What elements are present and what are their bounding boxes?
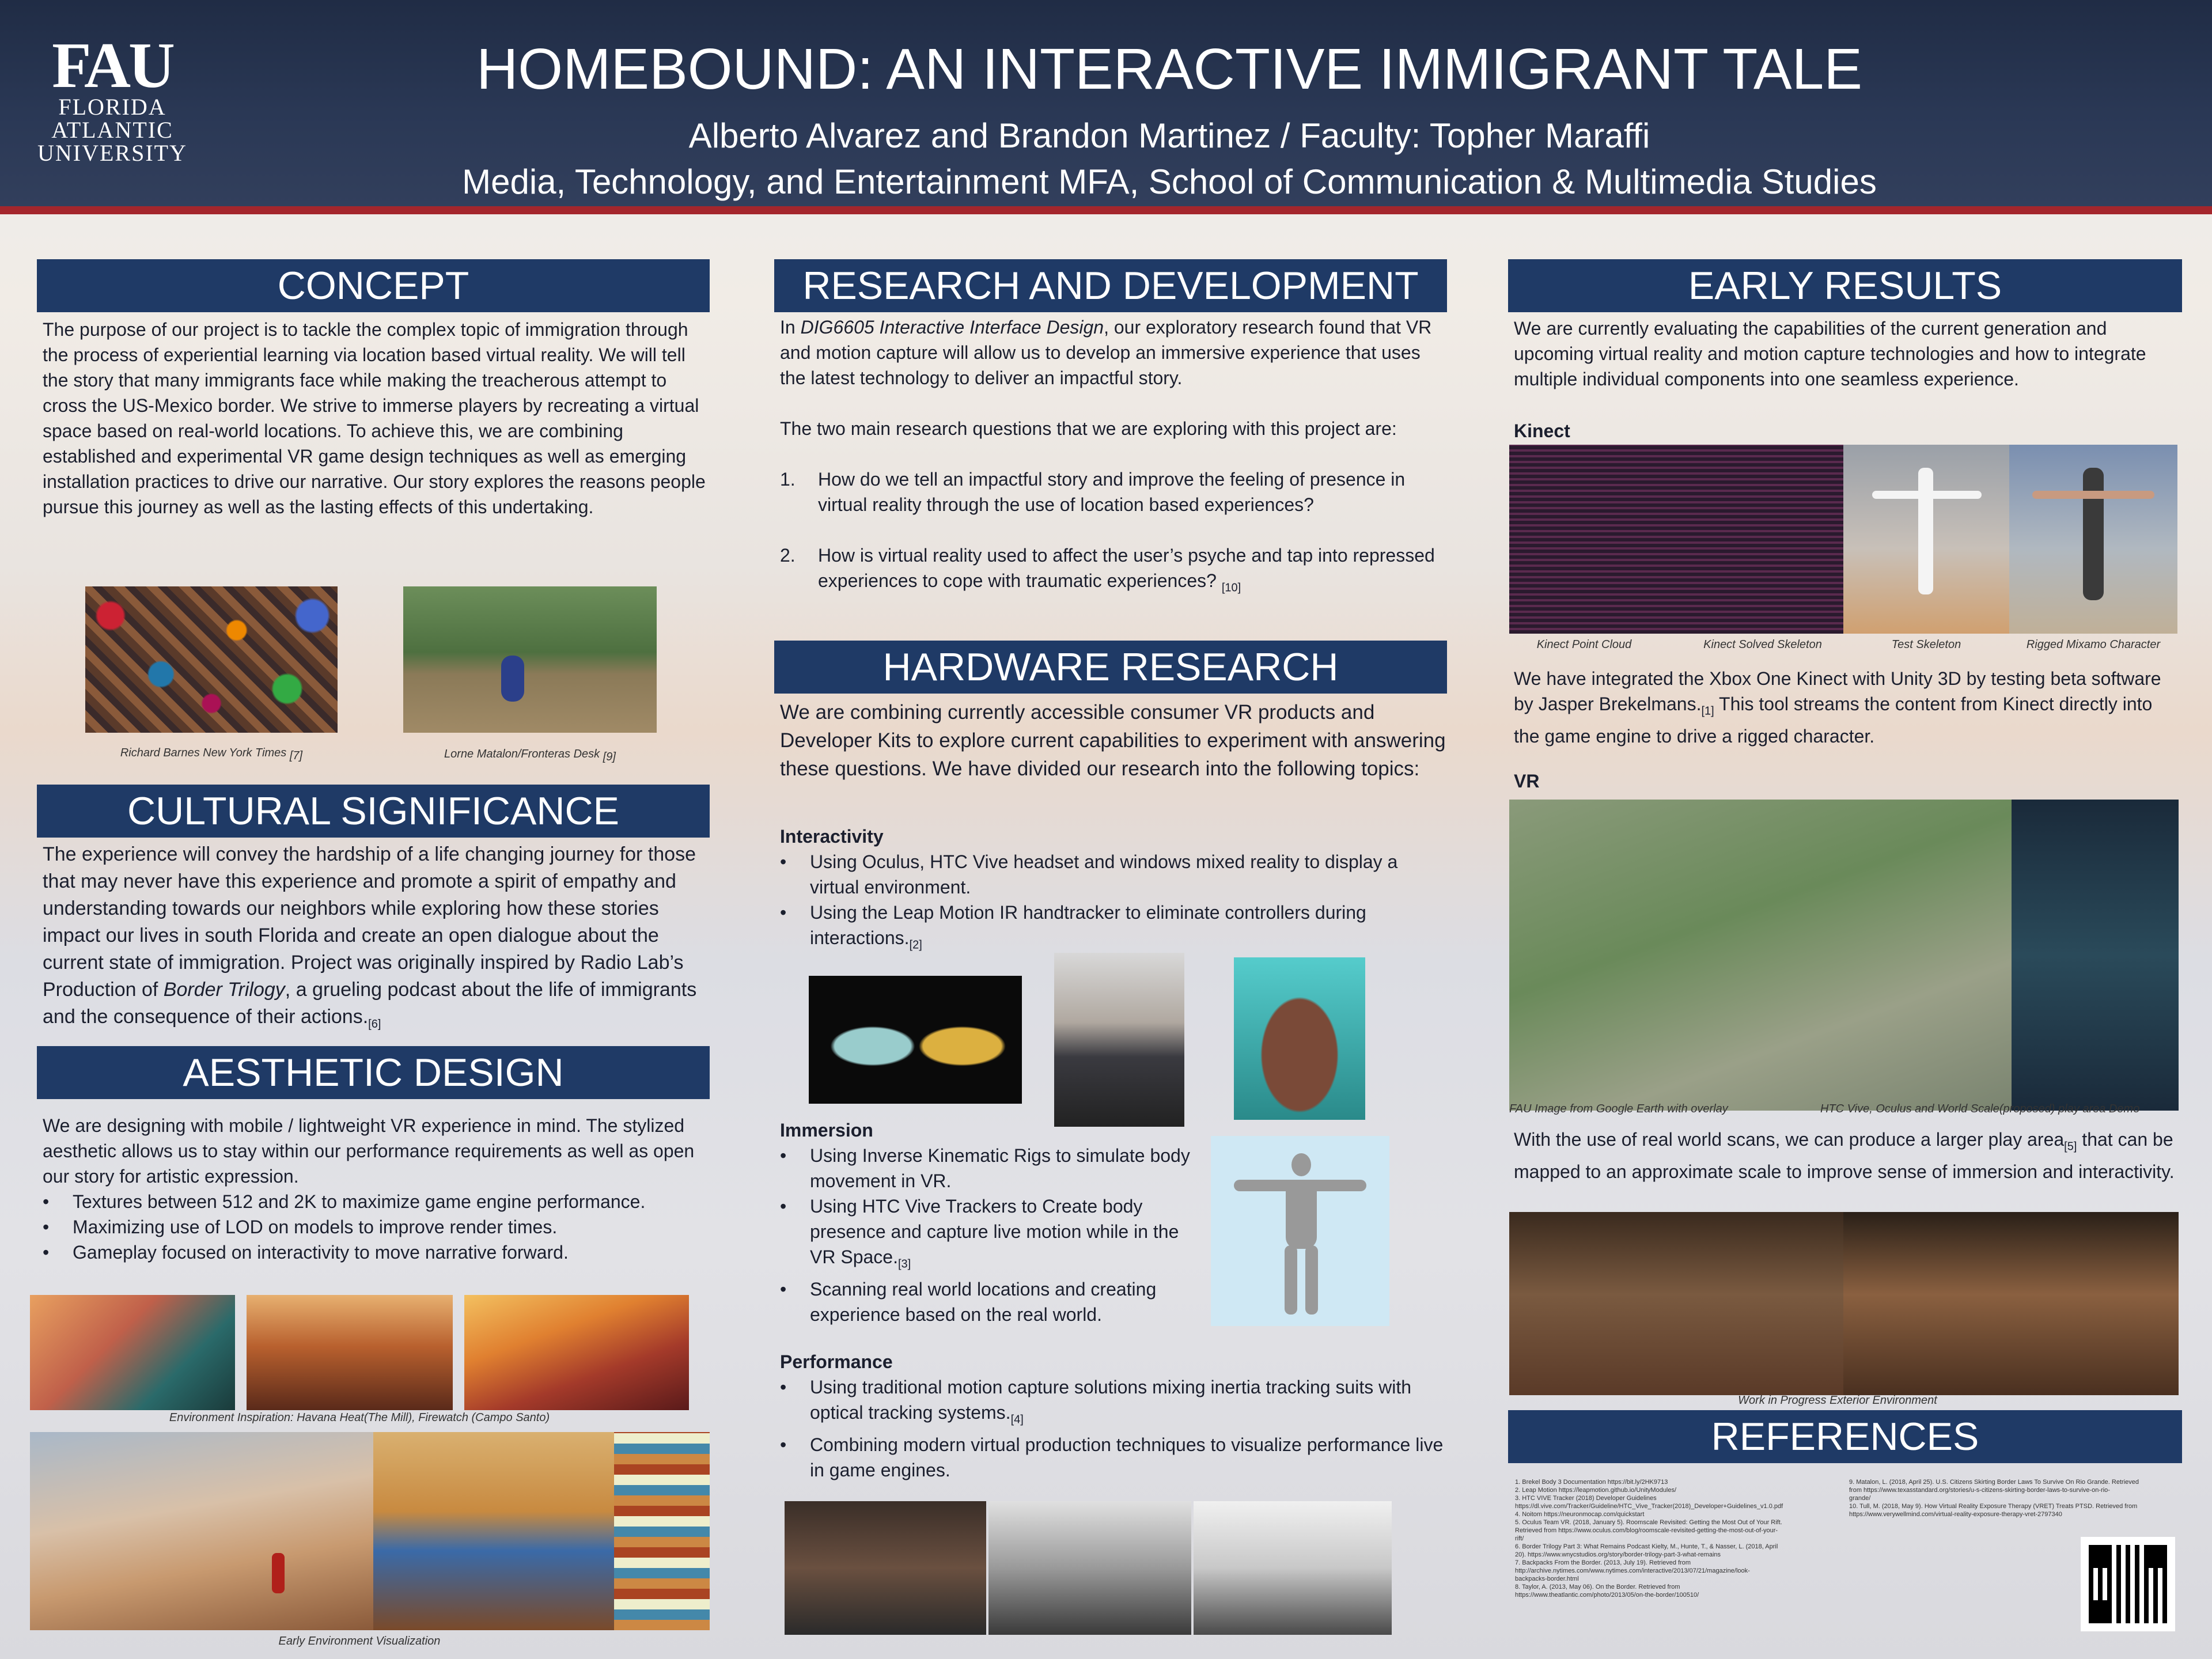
results-heading: EARLY RESULTS <box>1508 259 2182 312</box>
reference-line: 8. Taylor, A. (2013, May 06). On the Border. Retrieved from <box>1515 1584 1680 1590</box>
performance-bullet: • Combining modern virtual production techniques to visualize performance live in game engines. <box>780 1432 1448 1483</box>
kinect-body: We have integrated the Xbox One Kinect with Unity 3D by testing beta software by Jasper $Brekelmans._{[1]}$ This tool streams the content from Kinect directly into the game engine to drive a rigged character. <box>1514 668 2161 747</box>
qr-code[interactable] <box>2081 1537 2175 1631</box>
research-questions <box>780 467 1448 600</box>
wall-tiles-image <box>614 1432 710 1630</box>
cultural-body: The experience will convey the hardship of a life changing journey for those that may never have this experience and promote a spirit of empathy and understanding towards our neighbors while exploring how these stories impact our lives in south Florida and create an open dialogue about the current state of immigration. Project was originally inspired by Radio Lab’s Production of Border Trilogy, a grueling podcast about the life of immigrants and the consequence of their $actions._{[6]}$ <box>43 843 697 1031</box>
havana-heat-image <box>30 1295 235 1410</box>
vr-caption-1: FAU Image from Google Earth with overlay <box>1509 1103 1728 1115</box>
qr-pattern <box>2089 1545 2167 1623</box>
backpacks-caption: Richard Barnes New York Times [7] <box>120 747 303 762</box>
concept-heading: CONCEPT <box>37 259 710 312</box>
vr-headset-user-image <box>1054 953 1184 1127</box>
room-interior-image <box>247 1295 453 1410</box>
performance-list <box>780 1374 1448 1483</box>
vr-body: With the use of real world scans, we can produce a larger play area$_{[5]}$ that can be mapped to an approximate scale to improve sense of immersion and interactivity. <box>1514 1129 2175 1183</box>
play-area-demo-image <box>2012 800 2179 1111</box>
hiker-figure <box>272 1553 285 1593</box>
desert-dune-image <box>30 1432 373 1630</box>
exterior-environment-image-2 <box>1843 1212 2179 1395</box>
concept-body: The purpose of our project is to tackle the complex topic of immigration through the process of experiential learning via location based virtual reality. We will tell the story that many immigrants face while making the treacherous attempt to cross the US-Mexico border. We strive to immerse players by recreating a virtual space based on real-world locations. To achieve this, we are combining established and experimental VR game design techniques as well as emerging installation practices to drive our narrative. Our story explores the reasons people pursue this journey as well as the lasting effects of this undertaking. <box>43 319 706 517</box>
research-section <box>780 315 1448 626</box>
aesthetic-bullet: • Gameplay focused on interactivity to move narrative forward. <box>43 1240 711 1265</box>
reference-line: 9. Matalon, L. (2018, April 25). U.S. Citizens Skirting Border Laws To Survive On Rio Grande. Retrieved <box>1849 1479 2139 1486</box>
hardware-heading: HARDWARE RESEARCH <box>774 641 1447 694</box>
character-body <box>2083 468 2104 600</box>
reference-line: 5. Oculus Team VR. (2018, January 5). Roomscale Revisited: Getting the Most Out of Your Rift. <box>1515 1519 1782 1526</box>
reference-line: https://www.theatlantic.com/photo/2013/05/on-the-border/100510/ <box>1515 1592 1699 1599</box>
reference-line: 10. Tull, M. (2018, May 9). How Virtual Reality Exposure Therapy (VRET) Treats PTSD. Retrieved from <box>1849 1503 2138 1510</box>
research-question: 2. How is virtual reality used to affect the user’s psyche and tap into repressed experiences to cope with traumatic experiences? $_{[10]}$ <box>780 545 1435 594</box>
kinect-caption-1: Kinect Point Cloud <box>1536 638 1632 651</box>
exterior-environment-caption: Work in Progress Exterior Environment <box>1738 1394 1937 1407</box>
kitchen-interior-image <box>373 1432 614 1630</box>
vr-caption-2: HTC Vive, Oculus and World Scale(proposed) play area Demo <box>1820 1103 2140 1115</box>
cultural-heading: CULTURAL SIGNIFICANCE <box>37 785 710 838</box>
mocap-suit-image <box>785 1501 986 1635</box>
interactivity-list <box>780 849 1448 957</box>
reference-line: 4. Noitom https://neuronmocap.com/quickstart <box>1515 1511 1645 1518</box>
aesthetic-body: We are designing with mobile / lightweight VR experience in mind. The stylized aesthetic allows us to stay within our performance requirements as well as open our story for artistic expression. <box>43 1115 695 1187</box>
river-crossing-photo <box>403 586 657 733</box>
immersion-section <box>780 1118 1195 1327</box>
ik-rig-figure-image <box>1211 1136 1389 1326</box>
poster-program: Media, Technology, and Entertainment MFA, School of Communication & Multimedia Studies <box>462 162 1877 201</box>
reference-line: 20). https://www.wnycstudios.org/story/border-trilogy-part-3-what-remains <box>1515 1551 1721 1558</box>
backpacks-photo <box>85 586 338 733</box>
river-caption: Lorne Matalon/Fronteras Desk [9] <box>444 748 616 763</box>
logo-mark: FAU <box>52 30 173 101</box>
immersion-bullet: • Using HTC Vive Trackers to Create body presence and capture live motion while in the VR $Space._{[3]}$ <box>780 1194 1195 1277</box>
wmr-headset-user-image <box>1234 957 1365 1120</box>
research-questions-intro: The two main research questions that we are exploring with this project are: <box>780 418 1397 439</box>
research-intro: In DIG6605 Interactive Interface Design, our exploratory research found that VR and motion capture will allow us to develop an immersive experience that uses the latest technology to deliver an impactful story. <box>780 317 1432 388</box>
interactivity-bullet: • Using Oculus, HTC Vive headset and windows mixed reality to display a virtual environment. <box>780 849 1448 900</box>
interactivity-bullet: • Using the Leap Motion IR handtracker to eliminate controllers during $interactions._{[2]}$ <box>780 900 1448 957</box>
reference-line: http://archive.nytimes.com/www.nytimes.com/interactive/2013/07/21/magazine/look- <box>1515 1567 1750 1574</box>
aesthetic-bullet: • Maximizing use of LOD on models to improve render times. <box>43 1214 711 1240</box>
exterior-environment-image-1 <box>1509 1212 1843 1395</box>
logo-line-3: UNIVERSITY <box>37 140 187 166</box>
kinect-caption-3: Test Skeleton <box>1891 638 1961 651</box>
aesthetic-heading: AESTHETIC DESIGN <box>37 1046 710 1099</box>
logo-line-1: FLORIDA <box>58 94 166 120</box>
interactivity-title: Interactivity <box>780 826 884 847</box>
character-arms <box>2032 491 2154 499</box>
performance-title: Performance <box>780 1351 893 1372</box>
rig-head <box>1291 1153 1311 1176</box>
immersion-bullet: • Scanning real world locations and creating experience based on the real world. <box>780 1277 1195 1327</box>
interactivity-section <box>780 824 1448 957</box>
immersion-list <box>780 1143 1195 1327</box>
skeleton-arms <box>1872 491 1982 499</box>
skeleton-body <box>1918 468 1933 594</box>
reference-line: grande/ <box>1849 1495 1871 1502</box>
rig-right-leg <box>1305 1245 1318 1315</box>
research-heading: RESEARCH AND DEVELOPMENT <box>774 259 1447 312</box>
aesthetic-bullet: • Textures between 512 and 2K to maximize game engine performance. <box>43 1189 711 1214</box>
aesthetic-list <box>43 1189 711 1265</box>
mocap-lab-image <box>988 1501 1191 1635</box>
rig-left-leg <box>1285 1245 1297 1315</box>
reference-line: 6. Border Trilogy Part 3: What Remains Podcast Kielty, M., Hunte, T., & Nasser, L. (2018, April <box>1515 1543 1778 1550</box>
references-list-left <box>1515 1478 1838 1599</box>
fau-logo <box>35 30 190 166</box>
reference-line: https://www.verywellmind.com/virtual-reality-exposure-therapy-vret-2797340 <box>1849 1511 2062 1518</box>
reference-line: 3. HTC VIVE Tracker (2018) Developer Guidelines <box>1515 1495 1657 1502</box>
reference-line: 2. Leap Motion https://leapmotion.github.io/UnityModules/ <box>1515 1487 1677 1494</box>
reference-line: https://dl.vive.com/Tracker/Guideline/HTC_Vive_Tracker(2018)_Developer+Guidelines_v1.0.pdf <box>1515 1503 1783 1510</box>
test-skeleton-image <box>1843 445 2009 634</box>
immersion-title: Immersion <box>780 1120 873 1141</box>
kinect-caption-2: Kinect Solved Skeleton <box>1703 638 1822 651</box>
rigged-mixamo-image <box>2009 445 2177 634</box>
reference-line: Retrieved from https://www.oculus.com/blog/roomscale-revisited-getting-the-most-out-of-your- <box>1515 1527 1778 1534</box>
poster-authors: Alberto Alvarez and Brandon Martinez / Faculty: Topher Maraffi <box>688 116 1650 155</box>
reference-line: backpacks-border.html <box>1515 1575 1579 1582</box>
google-earth-overlay-image <box>1509 800 2012 1111</box>
leap-motion-hands-image <box>809 976 1022 1104</box>
reference-line: 7. Backpacks From the Border. (2013, July 19). Retrieved from <box>1515 1559 1691 1566</box>
firewatch-image <box>464 1295 689 1410</box>
performance-section <box>780 1349 1448 1483</box>
research-question: 1. How do we tell an impactful story and improve the feeling of presence in virtual reality through the use of location based experiences? <box>780 469 1406 515</box>
vive-tracker-walk-image <box>1194 1501 1392 1635</box>
references-list-right <box>1849 1478 2177 1518</box>
environment-inspiration-caption: Environment Inspiration: Havana Heat(The Mill), Firewatch (Campo Santo) <box>169 1411 550 1424</box>
performance-bullet: • Using traditional motion capture solutions mixing inertia tracking suits with optical tracking $systems._{[4]}$ <box>780 1374 1448 1432</box>
reference-line: from https://www.texasstandard.org/stories/u-s-citizens-skirting-border-laws-to-survive-on-rio- <box>1849 1487 2110 1494</box>
immersion-bullet: • Using Inverse Kinematic Rigs to simulate body movement in VR. <box>780 1143 1195 1194</box>
poster-header <box>0 0 2212 214</box>
kinect-point-cloud-image <box>1509 445 1843 634</box>
logo-line-2: ATLANTIC <box>51 117 173 143</box>
poster-title: HOMEBOUND: AN INTERACTIVE IMMIGRANT TALE <box>476 37 1862 101</box>
reference-line: rift/ <box>1515 1535 1524 1542</box>
kinect-title: Kinect <box>1514 421 1570 441</box>
hardware-intro: We are combining currently accessible consumer VR products and Developer Kits to explore current capabilities to experiment with answering these questions. We have divided our research into the following topics: <box>780 701 1446 780</box>
person-figure <box>501 656 524 702</box>
kinect-caption-4: Rigged Mixamo Character <box>2026 638 2161 651</box>
rig-torso <box>1286 1180 1317 1249</box>
vr-title: VR <box>1514 771 1540 791</box>
reference-line: 1. Brekel Body 3 Documentation https://bit.ly/2HK9713 <box>1515 1479 1668 1486</box>
aesthetic-section <box>43 1113 711 1265</box>
references-heading: REFERENCES <box>1508 1410 2182 1463</box>
early-environment-caption: Early Environment Visualization <box>278 1635 441 1647</box>
results-intro: We are currently evaluating the capabilities of the current generation and upcoming virtual reality and motion capture technologies and how to integrate multiple individual components into one seamless experience. <box>1514 318 2146 389</box>
